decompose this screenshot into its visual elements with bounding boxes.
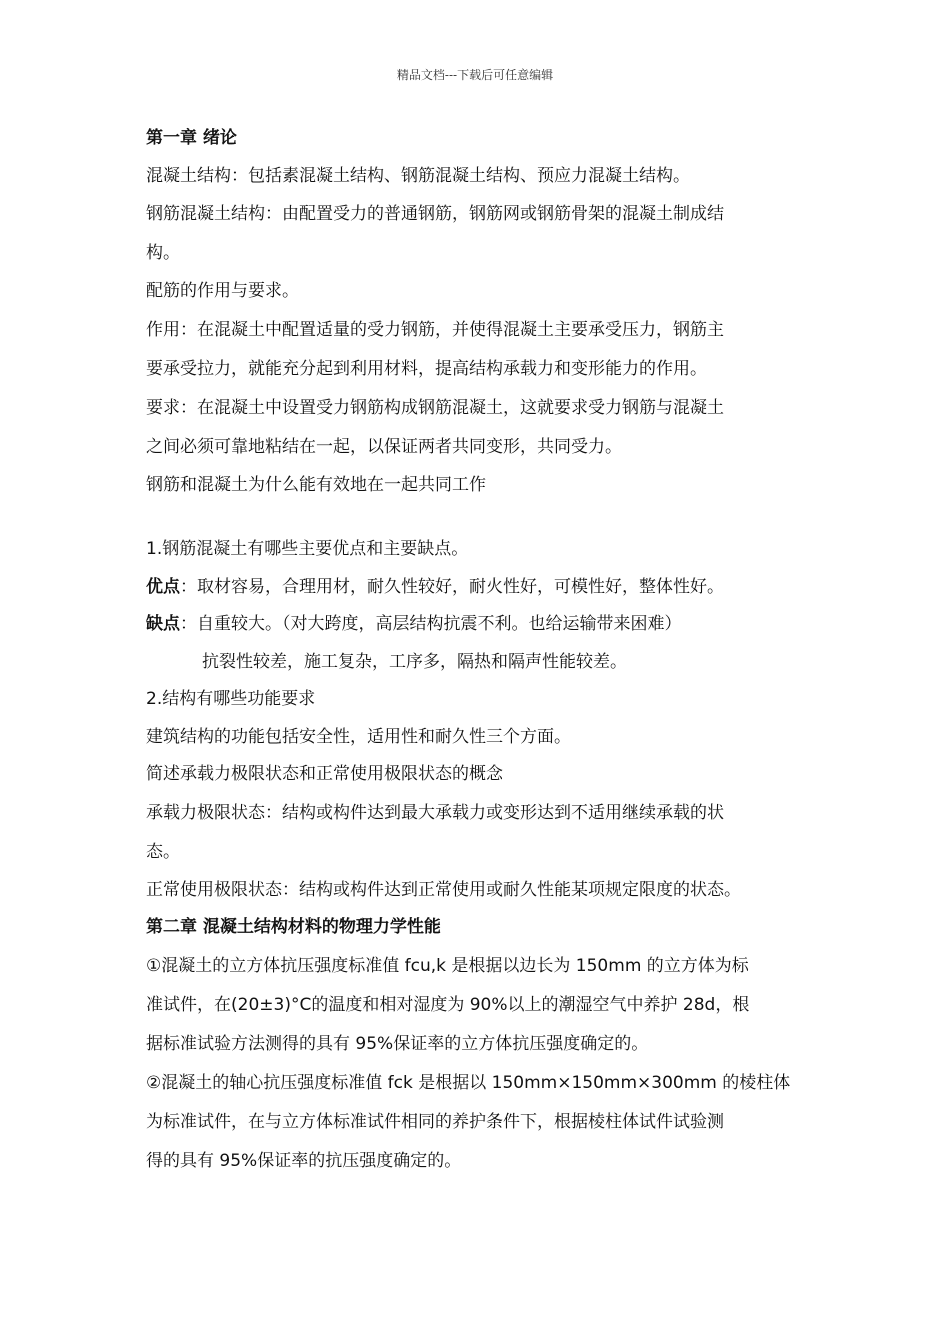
paragraph: ②混凝土的轴心抗压强度标准值 fck 是根据以 150mm×150mm×300mm 的棱柱体	[146, 1072, 791, 1093]
paragraph: 准试件，在(20±3)°C的温度和相对湿度为 90%以上的潮湿空气中养护 28d，根	[146, 994, 750, 1015]
paragraph: 正常使用极限状态：结构或构件达到正常使用或耐久性能某项规定限度的状态。	[146, 879, 741, 900]
page-header: 精品文档---下载后可任意编辑	[396, 68, 554, 82]
advantages-line	[146, 569, 810, 607]
paragraph: 作用：在混凝土中配置适量的受力钢筋，并使得混凝土主要承受压力，钢筋主	[146, 319, 724, 340]
paragraph: 要求：在混凝土中设置受力钢筋构成钢筋混凝土，这就要求受力钢筋与混凝土	[146, 397, 724, 418]
advantages-label: 优点	[146, 576, 180, 597]
chapter2-title: 第二章 混凝土结构材料的物理力学性能	[146, 917, 441, 937]
disadvantages-text: ：自重较大。（对大跨度，高层结构抗震不利。也给运输带来困难）	[180, 614, 682, 634]
paragraph: 之间必须可靠地粘结在一起，以保证两者共同变形，共同受力。	[146, 436, 622, 457]
disadvantages-label: 缺点	[146, 614, 180, 634]
blank-line	[146, 504, 810, 531]
paragraph: ①混凝土的立方体抗压强度标准值 fcu,k 是根据以边长为 150mm 的立方体为标	[146, 955, 749, 976]
disadvantages-continued: 抗裂性较差，施工复杂，工序多，隔热和隔声性能较差。	[202, 651, 627, 672]
paragraph: 要承受拉力，就能充分起到利用材料，提高结构承载力和变形能力的作用。	[146, 358, 707, 379]
paragraph: 钢筋混凝土结构：由配置受力的普通钢筋，钢筋网或钢筋骨架的混凝土制成结	[146, 204, 724, 224]
paragraph: 构。	[146, 243, 180, 263]
question: 1.钢筋混凝土有哪些主要优点和主要缺点。	[146, 539, 469, 559]
paragraph: 态。	[146, 841, 180, 862]
paragraph: 为标准试件，在与立方体标准试件相同的养护条件下，根据棱柱体试件试验测	[146, 1111, 724, 1132]
section-heading: 简述承载力极限状态和正常使用极限状态的概念	[146, 764, 503, 784]
question: 2.结构有哪些功能要求	[146, 689, 316, 709]
disadvantages-line	[146, 606, 810, 644]
paragraph: 承载力极限状态：结构或构件达到最大承载力或变形达到不适用继续承载的状	[146, 802, 724, 823]
advantages-text: ：取材容易，合理用材，耐久性较好，耐火性好，可模性好，整体性好。	[180, 576, 724, 597]
paragraph: 混凝土结构：包括素混凝土结构、钢筋混凝土结构、预应力混凝土结构。	[146, 165, 690, 186]
section-heading: 配筋的作用与要求。	[146, 281, 299, 301]
paragraph: 建筑结构的功能包括安全性，适用性和耐久性三个方面。	[146, 726, 571, 747]
paragraph: 得的具有 95%保证率的抗压强度确定的。	[146, 1150, 462, 1171]
chapter1-title: 第一章 绪论	[146, 128, 237, 148]
document-body	[146, 120, 810, 1181]
paragraph: 据标准试验方法测得的具有 95%保证率的立方体抗压强度确定的。	[146, 1033, 649, 1054]
section-heading: 钢筋和混凝土为什么能有效地在一起共同工作	[146, 474, 486, 495]
